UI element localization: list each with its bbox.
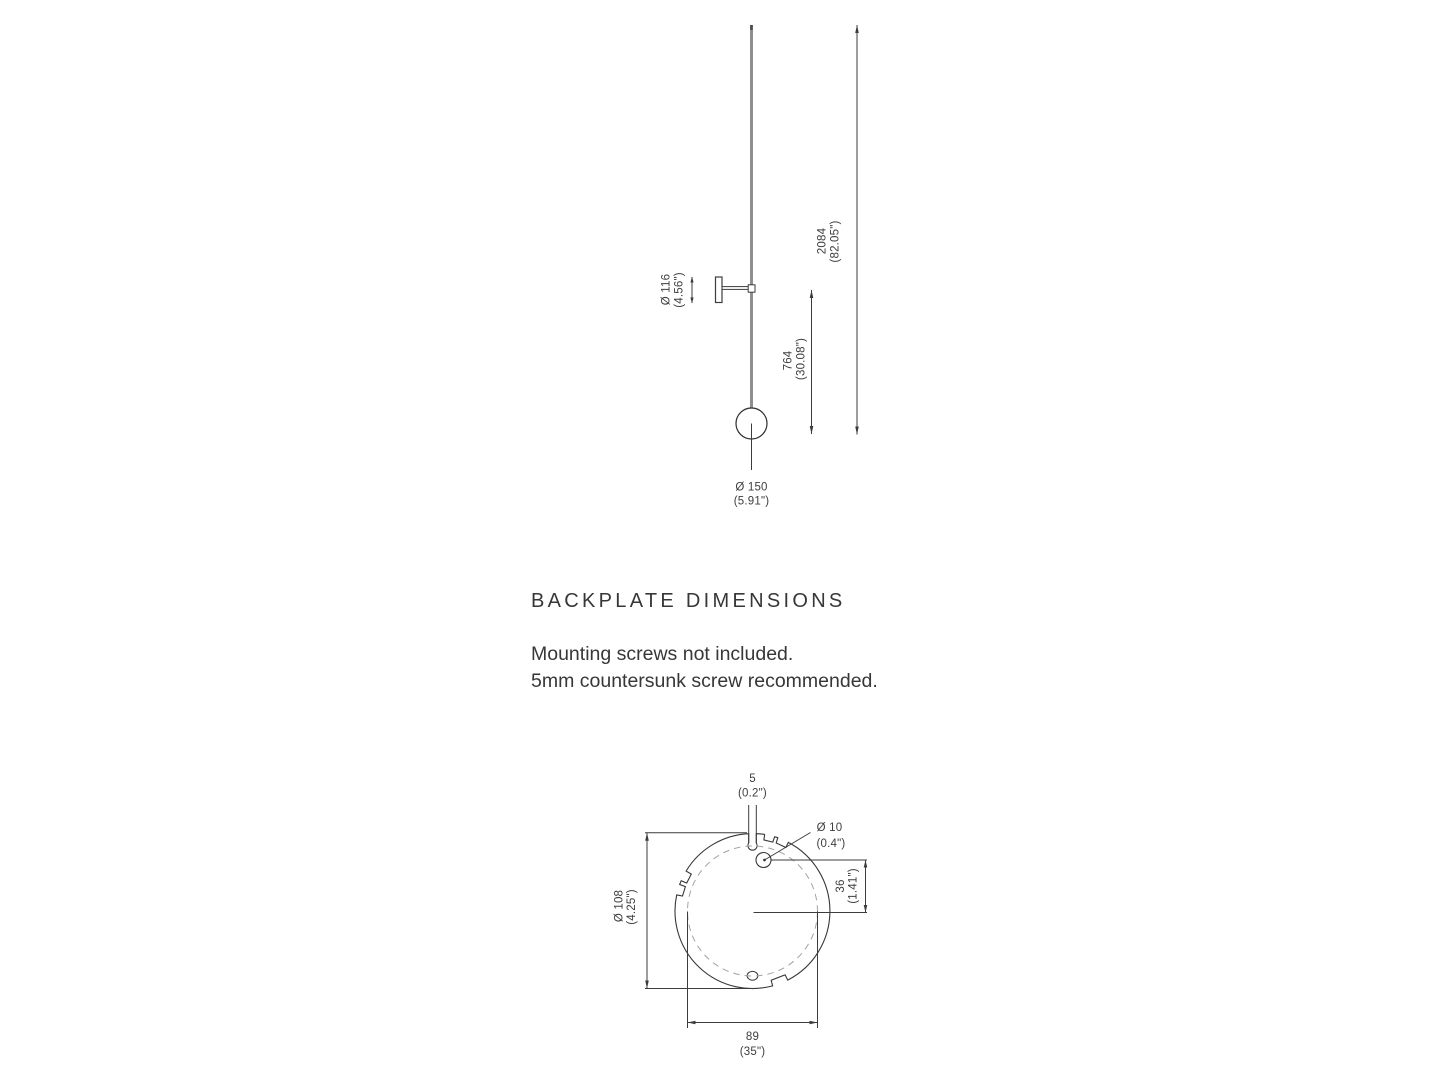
dim-overall-mm: 2084	[816, 227, 829, 255]
dim-stem-in: (30.08")	[795, 337, 808, 381]
bracket-backplate	[716, 277, 723, 303]
section-heading: BACKPLATE DIMENSIONS	[531, 590, 846, 612]
dim-sphere-diameter	[734, 482, 770, 508]
section-notes	[531, 641, 878, 695]
dim-sphere-in: (5.91")	[733, 495, 770, 508]
dim-slot-mm: 5	[749, 773, 756, 785]
backplate-front-view	[614, 773, 868, 1058]
bracket-clamp	[748, 285, 755, 292]
dim-spacing-mm: 89	[745, 1031, 760, 1043]
dim-overall-height	[817, 25, 859, 435]
dim-hole-mm: Ø 10	[816, 822, 843, 834]
dim-overall-in: (82.05")	[829, 220, 842, 263]
dim-hole-in: (0.4")	[816, 838, 846, 850]
bracket-arm	[722, 287, 749, 290]
dim-offset-in: (1.41")	[847, 868, 860, 904]
dim-bracket-in: (4.56")	[673, 272, 686, 308]
dim-sphere-mm: Ø 150	[735, 481, 768, 494]
dim-plate-in: (4.25")	[626, 889, 639, 925]
dim-bracket-height	[661, 272, 694, 308]
dim-spacing-in: (35")	[739, 1046, 766, 1058]
dim-slot-in: (0.2")	[738, 787, 767, 800]
dim-stem-drop	[783, 290, 814, 434]
backplate-outline	[675, 834, 830, 989]
note-line-1: Mounting screws not included.	[531, 643, 794, 665]
wall-light-side-view	[661, 25, 859, 508]
stem-rod-tip	[750, 25, 752, 30]
dim-stem-mm: 764	[782, 350, 795, 371]
dim-plate-mm: Ø 108	[613, 889, 626, 923]
wall-bracket	[716, 277, 756, 303]
note-line-2: 5mm countersunk screw recommended.	[531, 670, 878, 692]
dim-offset-mm: 36	[835, 879, 848, 893]
dim-bracket-mm: Ø 116	[660, 273, 673, 306]
